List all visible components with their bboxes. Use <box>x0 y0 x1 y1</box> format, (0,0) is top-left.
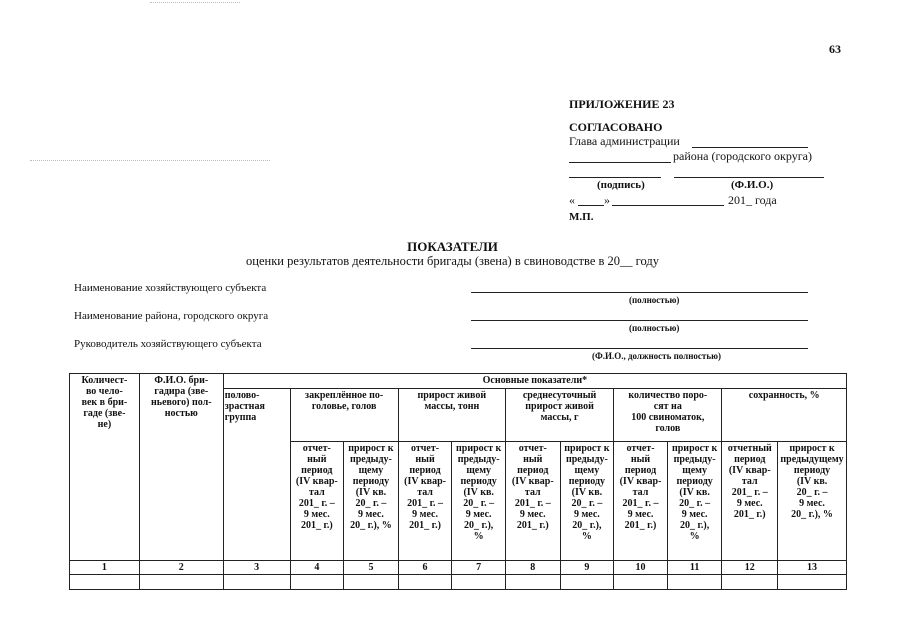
column-number: 4 <box>290 561 344 575</box>
field-hint-district: (полностью) <box>629 323 680 333</box>
empty-cell[interactable] <box>667 575 722 590</box>
empty-cell[interactable] <box>223 575 290 590</box>
empty-cell[interactable] <box>505 575 560 590</box>
column-number: 3 <box>223 561 290 575</box>
field-line-entity[interactable] <box>471 292 808 293</box>
year-label: 201_ года <box>728 193 777 207</box>
scan-artifact <box>30 160 270 161</box>
agreed-label: СОГЛАСОВАНО <box>569 120 663 134</box>
signature-line <box>569 177 661 178</box>
header-people-count: Количест- во чело- век в бри- гаде (зве- не) <box>70 374 140 561</box>
head-admin-line <box>692 147 808 148</box>
field-hint-entity: (полностью) <box>629 295 680 305</box>
subheader-growth: прирост к предыду- щему периоду (IV кв. 20_ г. – 9 мес. 20_ г.), % <box>452 442 506 561</box>
field-line-district[interactable] <box>471 320 808 321</box>
signature-label: (подпись) <box>597 179 645 191</box>
day-line <box>578 205 604 206</box>
column-number: 9 <box>560 561 614 575</box>
header-livestock: закреплённое по- головье, голов <box>290 389 398 442</box>
date-close-quote: » <box>604 193 610 207</box>
field-label-entity: Наименование хозяйствующего субъекта <box>74 282 267 294</box>
scan-artifact <box>150 2 240 3</box>
subheader-growth: прирост к предыдущему периоду (IV кв. 20_ г. – 9 мес. 20_ г.), % <box>778 442 847 561</box>
subheader-period: отчет- ный период (IV квар- тал 201_ г. – 9 мес. 201_ г.) <box>290 442 344 561</box>
empty-cell[interactable] <box>290 575 344 590</box>
field-label-district: Наименование района, городского округа <box>74 310 269 322</box>
empty-cell[interactable] <box>70 575 140 590</box>
name-line <box>674 177 824 178</box>
indicators-table <box>69 373 847 590</box>
document-title: ПОКАЗАТЕЛИ <box>407 239 498 254</box>
head-admin-label: Глава администрации <box>569 134 680 148</box>
column-number: 2 <box>139 561 223 575</box>
subheader-growth: прирост к предыду- щему периоду (IV кв. 20_ г. – 9 мес. 20_ г.), % <box>560 442 614 561</box>
column-number: 1 <box>70 561 140 575</box>
date-open-quote: « <box>569 193 575 207</box>
district-line <box>569 162 671 163</box>
empty-cell[interactable] <box>614 575 668 590</box>
subheader-period: отчет- ный период (IV квар- тал 201_ г. – 9 мес. 201_ г.) <box>505 442 560 561</box>
header-main-indicators: Основные показатели* <box>223 374 846 389</box>
subheader-growth: прирост к предыду- щему периоду (IV кв. 20_ г. – 9 мес. 20_ г.), % <box>344 442 399 561</box>
empty-cell[interactable] <box>344 575 399 590</box>
header-piglets: количество поро- сят на 100 свиноматок, голов <box>614 389 722 442</box>
column-number: 6 <box>398 561 452 575</box>
header-weight-gain: прирост живой массы, тонн <box>398 389 505 442</box>
empty-cell[interactable] <box>139 575 223 590</box>
header-brigadier-name: Ф.И.О. бри- гадира (зве- ньевого) пол- ностью <box>139 374 223 561</box>
month-line <box>612 205 724 206</box>
column-number: 13 <box>778 561 847 575</box>
header-survival: сохранность, % <box>722 389 847 442</box>
field-label-head: Руководитель хозяйствующего субъекта <box>74 338 262 350</box>
subheader-period: отчетный период (IV квар- тал 201_ г. – 9 мес. 201_ г.) <box>722 442 778 561</box>
field-hint-head: (Ф.И.О., должность полностью) <box>592 351 721 361</box>
appendix-label: ПРИЛОЖЕНИЕ 23 <box>569 97 675 111</box>
header-daily-gain: среднесуточный прирост живой массы, г <box>505 389 613 442</box>
column-number: 7 <box>452 561 506 575</box>
column-number: 8 <box>505 561 560 575</box>
empty-cell[interactable] <box>398 575 452 590</box>
district-label: района (городского округа) <box>673 149 812 163</box>
subheader-growth: прирост к предыду- щему периоду (IV кв. 20_ г. – 9 мес. 20_ г.), % <box>667 442 722 561</box>
column-number: 10 <box>614 561 668 575</box>
subheader-period: отчет- ный период (IV квар- тал 201_ г. – 9 мес. 201_ г.) <box>398 442 452 561</box>
column-number: 11 <box>667 561 722 575</box>
header-age-group: полово- зрастная группа <box>223 389 290 561</box>
empty-cell[interactable] <box>452 575 506 590</box>
column-number: 5 <box>344 561 399 575</box>
name-label: (Ф.И.О.) <box>731 179 774 191</box>
field-line-head[interactable] <box>471 348 808 349</box>
empty-cell[interactable] <box>722 575 778 590</box>
seal-label: М.П. <box>569 211 594 223</box>
document-subtitle: оценки результатов деятельности бригады (звена) в свиноводстве в 20__ году <box>246 254 659 268</box>
page-number: 63 <box>829 42 841 56</box>
empty-cell[interactable] <box>778 575 847 590</box>
subheader-period: отчет- ный период (IV квар- тал 201_ г. – 9 мес. 201_ г.) <box>614 442 668 561</box>
column-number: 12 <box>722 561 778 575</box>
empty-cell[interactable] <box>560 575 614 590</box>
